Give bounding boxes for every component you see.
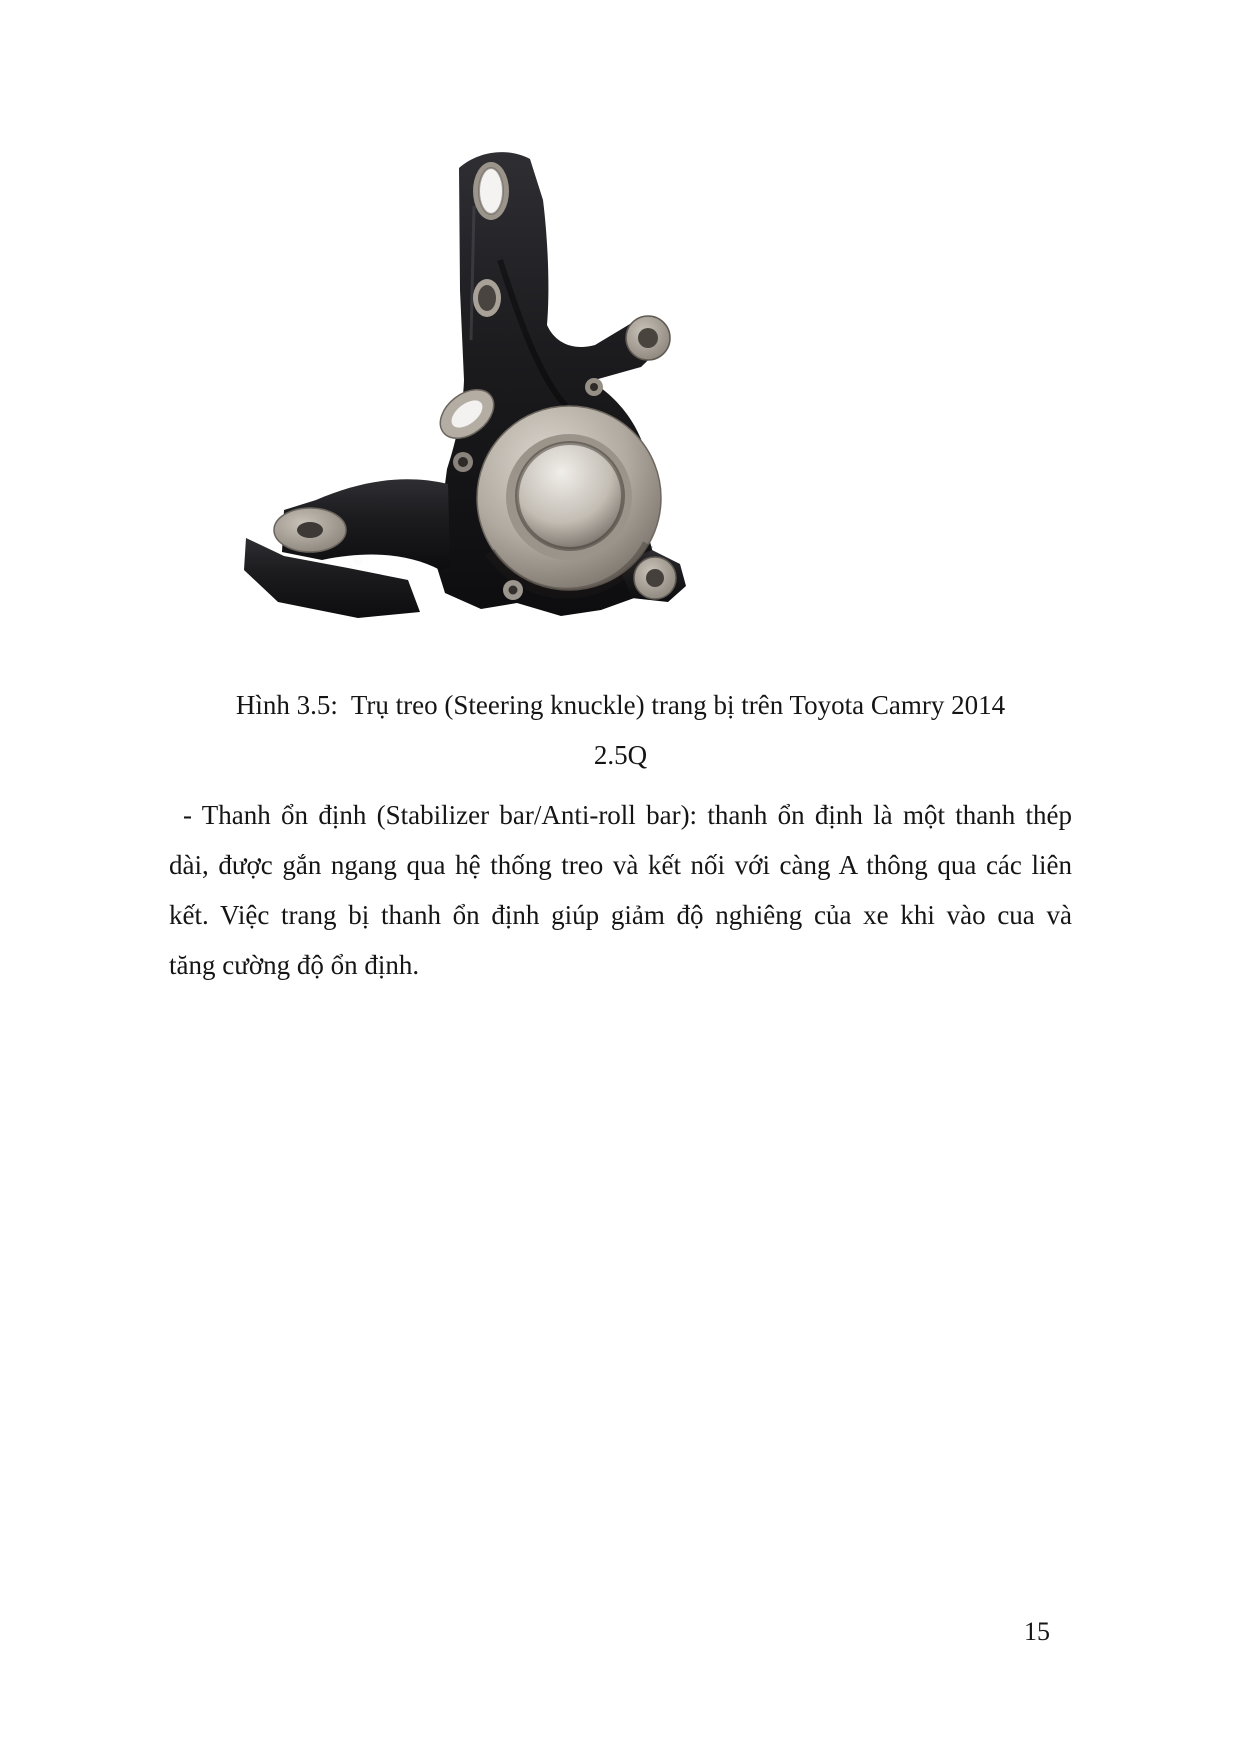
figure-image: [238, 140, 700, 622]
paragraph-line: tăng cường độ ổn định.: [169, 950, 420, 980]
paragraph-line: - Thanh ổn định (Stabilizer bar/Anti-roll bar): thanh ổn định là một thanh thép: [183, 800, 1072, 830]
figure-caption-line-1: Hình 3.5: Trụ treo (Steering knuckle) trang bị trên Toyota Camry 2014: [235, 690, 1006, 720]
page-number: 15: [1024, 1617, 1050, 1646]
body-paragraph: [169, 790, 1072, 990]
figure-caption-line-2: 2.5Q: [593, 740, 648, 770]
steering-knuckle-image: [238, 140, 700, 622]
paragraph-line: kết. Việc trang bị thanh ổn định giúp giảm độ nghiêng của xe khi vào cua và: [169, 900, 1072, 930]
paragraph-line: dài, được gắn ngang qua hệ thống treo và kết nối với càng A thông qua các liên: [169, 850, 1072, 880]
figure-caption: [169, 680, 1072, 780]
